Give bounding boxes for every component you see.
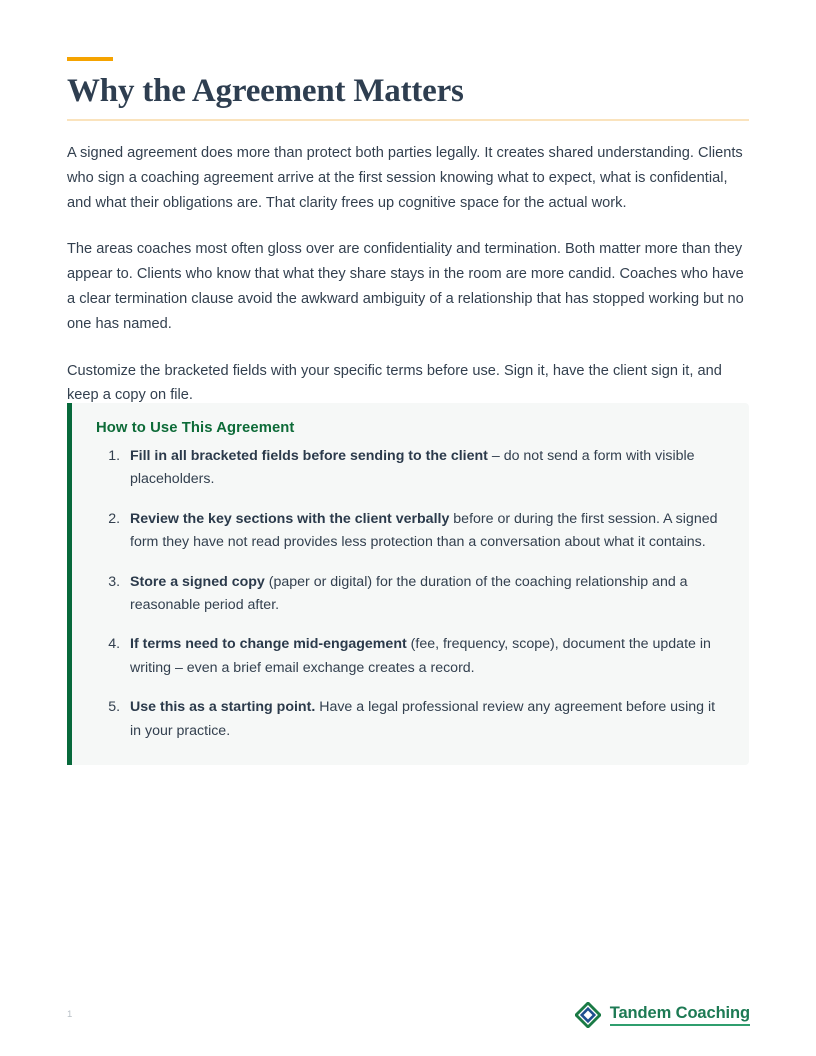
page-number: 1: [67, 1009, 73, 1020]
list-item-rest: – do not send a form with visible placeholders.: [130, 448, 695, 488]
list-item: [124, 696, 725, 743]
list-item: [124, 571, 725, 618]
list-item-rest: (paper or digital) for the duration of the coaching relationship and a reasonable period after.: [130, 573, 688, 614]
body-copy: [67, 141, 751, 408]
footer-logo: [575, 1002, 750, 1028]
tandem-diamond-logo-icon: [575, 1002, 601, 1028]
brand-name: Tandem Coaching: [610, 1004, 750, 1026]
list-item-lead: Fill in all bracketed fields before sending to the client: [130, 448, 488, 464]
list-item-lead: Use this as a starting point.: [130, 699, 316, 716]
callout-instruction-list: [96, 445, 725, 743]
list-item-rest: Have a legal professional review any agreement before using it in your practice.: [130, 699, 716, 739]
list-item-rest: before or during the first session. A signed form they have not read provides less protection than a conversation about what it contains.: [130, 510, 718, 551]
paragraph-2: The areas coaches most often gloss over are confidentiality and termination. Both matter more than they appear to. Clients who know that what they share stays in the room are more candid. Coaches who have a clear termination clause avoid the awkward ambiguity of a relationship that has stopped working but no one has named.: [67, 241, 744, 332]
page-title: Why the Agreement Matters: [67, 73, 464, 109]
list-item-lead: If terms need to change mid-engagement: [130, 636, 407, 653]
title-divider-rule: [67, 119, 749, 121]
list-item-rest: (fee, frequency, scope), document the update in writing – even a brief email exchange creates a record.: [130, 636, 711, 676]
title-accent-bar: [67, 57, 113, 61]
list-item: [124, 633, 725, 680]
list-item-lead: Store a signed copy: [130, 573, 265, 590]
paragraph-3: Customize the bracketed fields with your specific terms before use. Sign it, have the client sign it, and keep a copy on file.: [67, 362, 722, 404]
list-item: [124, 445, 725, 492]
how-to-use-callout: [67, 403, 749, 765]
list-item: [124, 508, 725, 555]
paragraph-1: A signed agreement does more than protect both parties legally. It creates shared understanding. Clients who sign a coaching agreement arrive at the first session knowing what to expect, what is confidential, and what their obligations are. That clarity frees up cognitive space for the actual work.: [67, 145, 743, 211]
callout-heading: How to Use This Agreement: [96, 420, 295, 436]
list-item-lead: Review the key sections with the client verbally: [130, 510, 450, 527]
